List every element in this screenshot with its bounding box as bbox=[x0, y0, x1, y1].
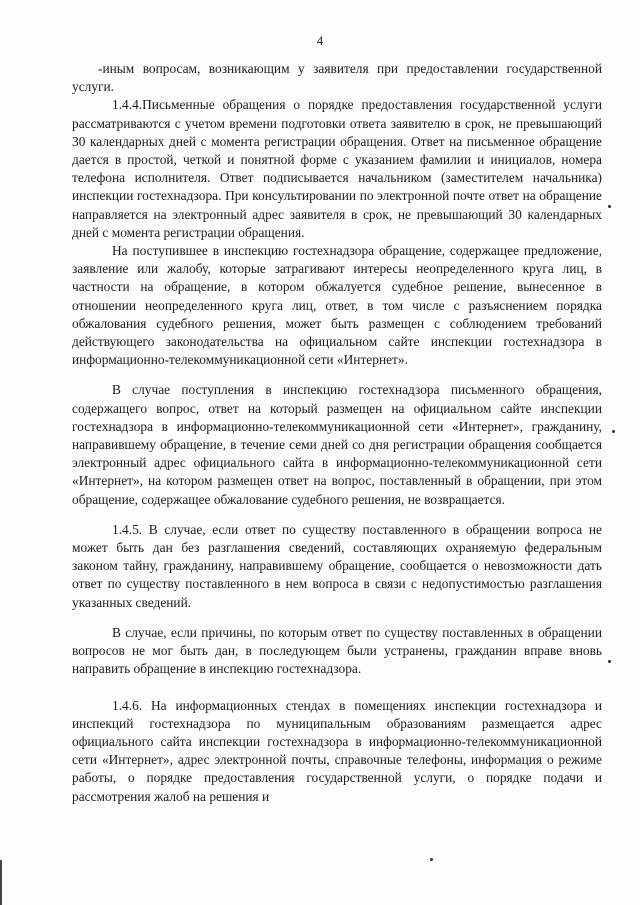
paragraph-4: В случае поступления в инспекцию гостехнадзора письменного обращения, содержащего вопрос, ответ на который размещен на официальном сайте инспекции гостехнадзора в информационно-телекоммуникационной сети «Интернет», гражданину, направившему обращение, в течение семи дней со дня регистрации обращения сообщается электронный адрес официального сайта в информационно-телекоммуникационной сети «Интернет», на котором размещен ответ на вопрос, поставленный в обращении, при этом обращение, содержащее обжалование судебного решения, не возвращается. bbox=[72, 382, 602, 507]
document-body bbox=[72, 60, 602, 806]
paragraph-3: На поступившее в инспекцию гостехнадзора обращение, содержащее предложение, заявление или жалобу, которые затрагивают интересы неопределенного круга лиц, в частности на обращение, в котором обжалуется судебное решение, вынесенное в отношении неопределенного круга лиц, ответ, в том числе с разъяснением порядка обжалования судебного решения, может быть размещен с соблюдением требований действующего законодательства на официальном сайте инспекции гостехнадзора в информационно-телекоммуникационной сети «Интернет». bbox=[72, 243, 602, 368]
paragraph-6: В случае, если причины, по которым ответ по существу поставленных в обращении вопросов не мог быть дан, в последующем были устранены, гражданин вправе вновь направить обращение в инспекцию гостехнадзора. bbox=[72, 624, 602, 677]
paragraph-7: 1.4.6. На информационных стендах в помещениях инспекции гостехнадзора и инспекций гостехнадзора по муниципальным образованиям размещается адрес официального сайта инспекции гостехнадзора в информационно-телекоммуникационной сети «Интернет», адрес электронной почты, справочные телефоны, информация о режиме работы, о порядке предоставления государственной услуги, о порядке подачи и рассмотрения жалоб на решения и bbox=[72, 697, 602, 804]
paragraph-2: 1.4.4.Письменные обращения о порядке предоставления государственной услуги рассматриваются с учетом времени подготовки ответа заявителю в срок, не превышающий 30 календарных дней с момента регистрации обращения. Ответ на письменное обращение дается в простой, четкой и понятной форме с указанием фамилии и инициалов, номера телефона исполнителя. Ответ подписывается начальником (заместителем начальника) инспекции гостехнадзора. При консультировании по электронной почте ответ на обращение направляется на электронный адрес заявителя в срок, не превышающий 30 календарных дней с момента регистрации обращения. bbox=[72, 97, 602, 240]
scan-speck bbox=[612, 430, 615, 433]
scan-speck bbox=[608, 205, 611, 208]
paragraph-5: 1.4.5. В случае, если ответ по существу поставленного в обращении вопроса не может быть дан без разглашения сведений, составляющих охраняемую федеральным законом тайну, гражданину, направившему обращение, сообщается о невозможности дать ответ по существу поставленного в нем вопроса в связи с недопустимостью разглашения указанных сведений. bbox=[72, 521, 602, 610]
scan-speck bbox=[608, 660, 611, 663]
scan-speck bbox=[430, 858, 433, 861]
scan-edge bbox=[0, 860, 2, 905]
page-number: 4 bbox=[316, 33, 324, 48]
paragraph-1: -иным вопросам, возникающим у заявителя при предоставлении государственной услуги. bbox=[72, 61, 602, 95]
